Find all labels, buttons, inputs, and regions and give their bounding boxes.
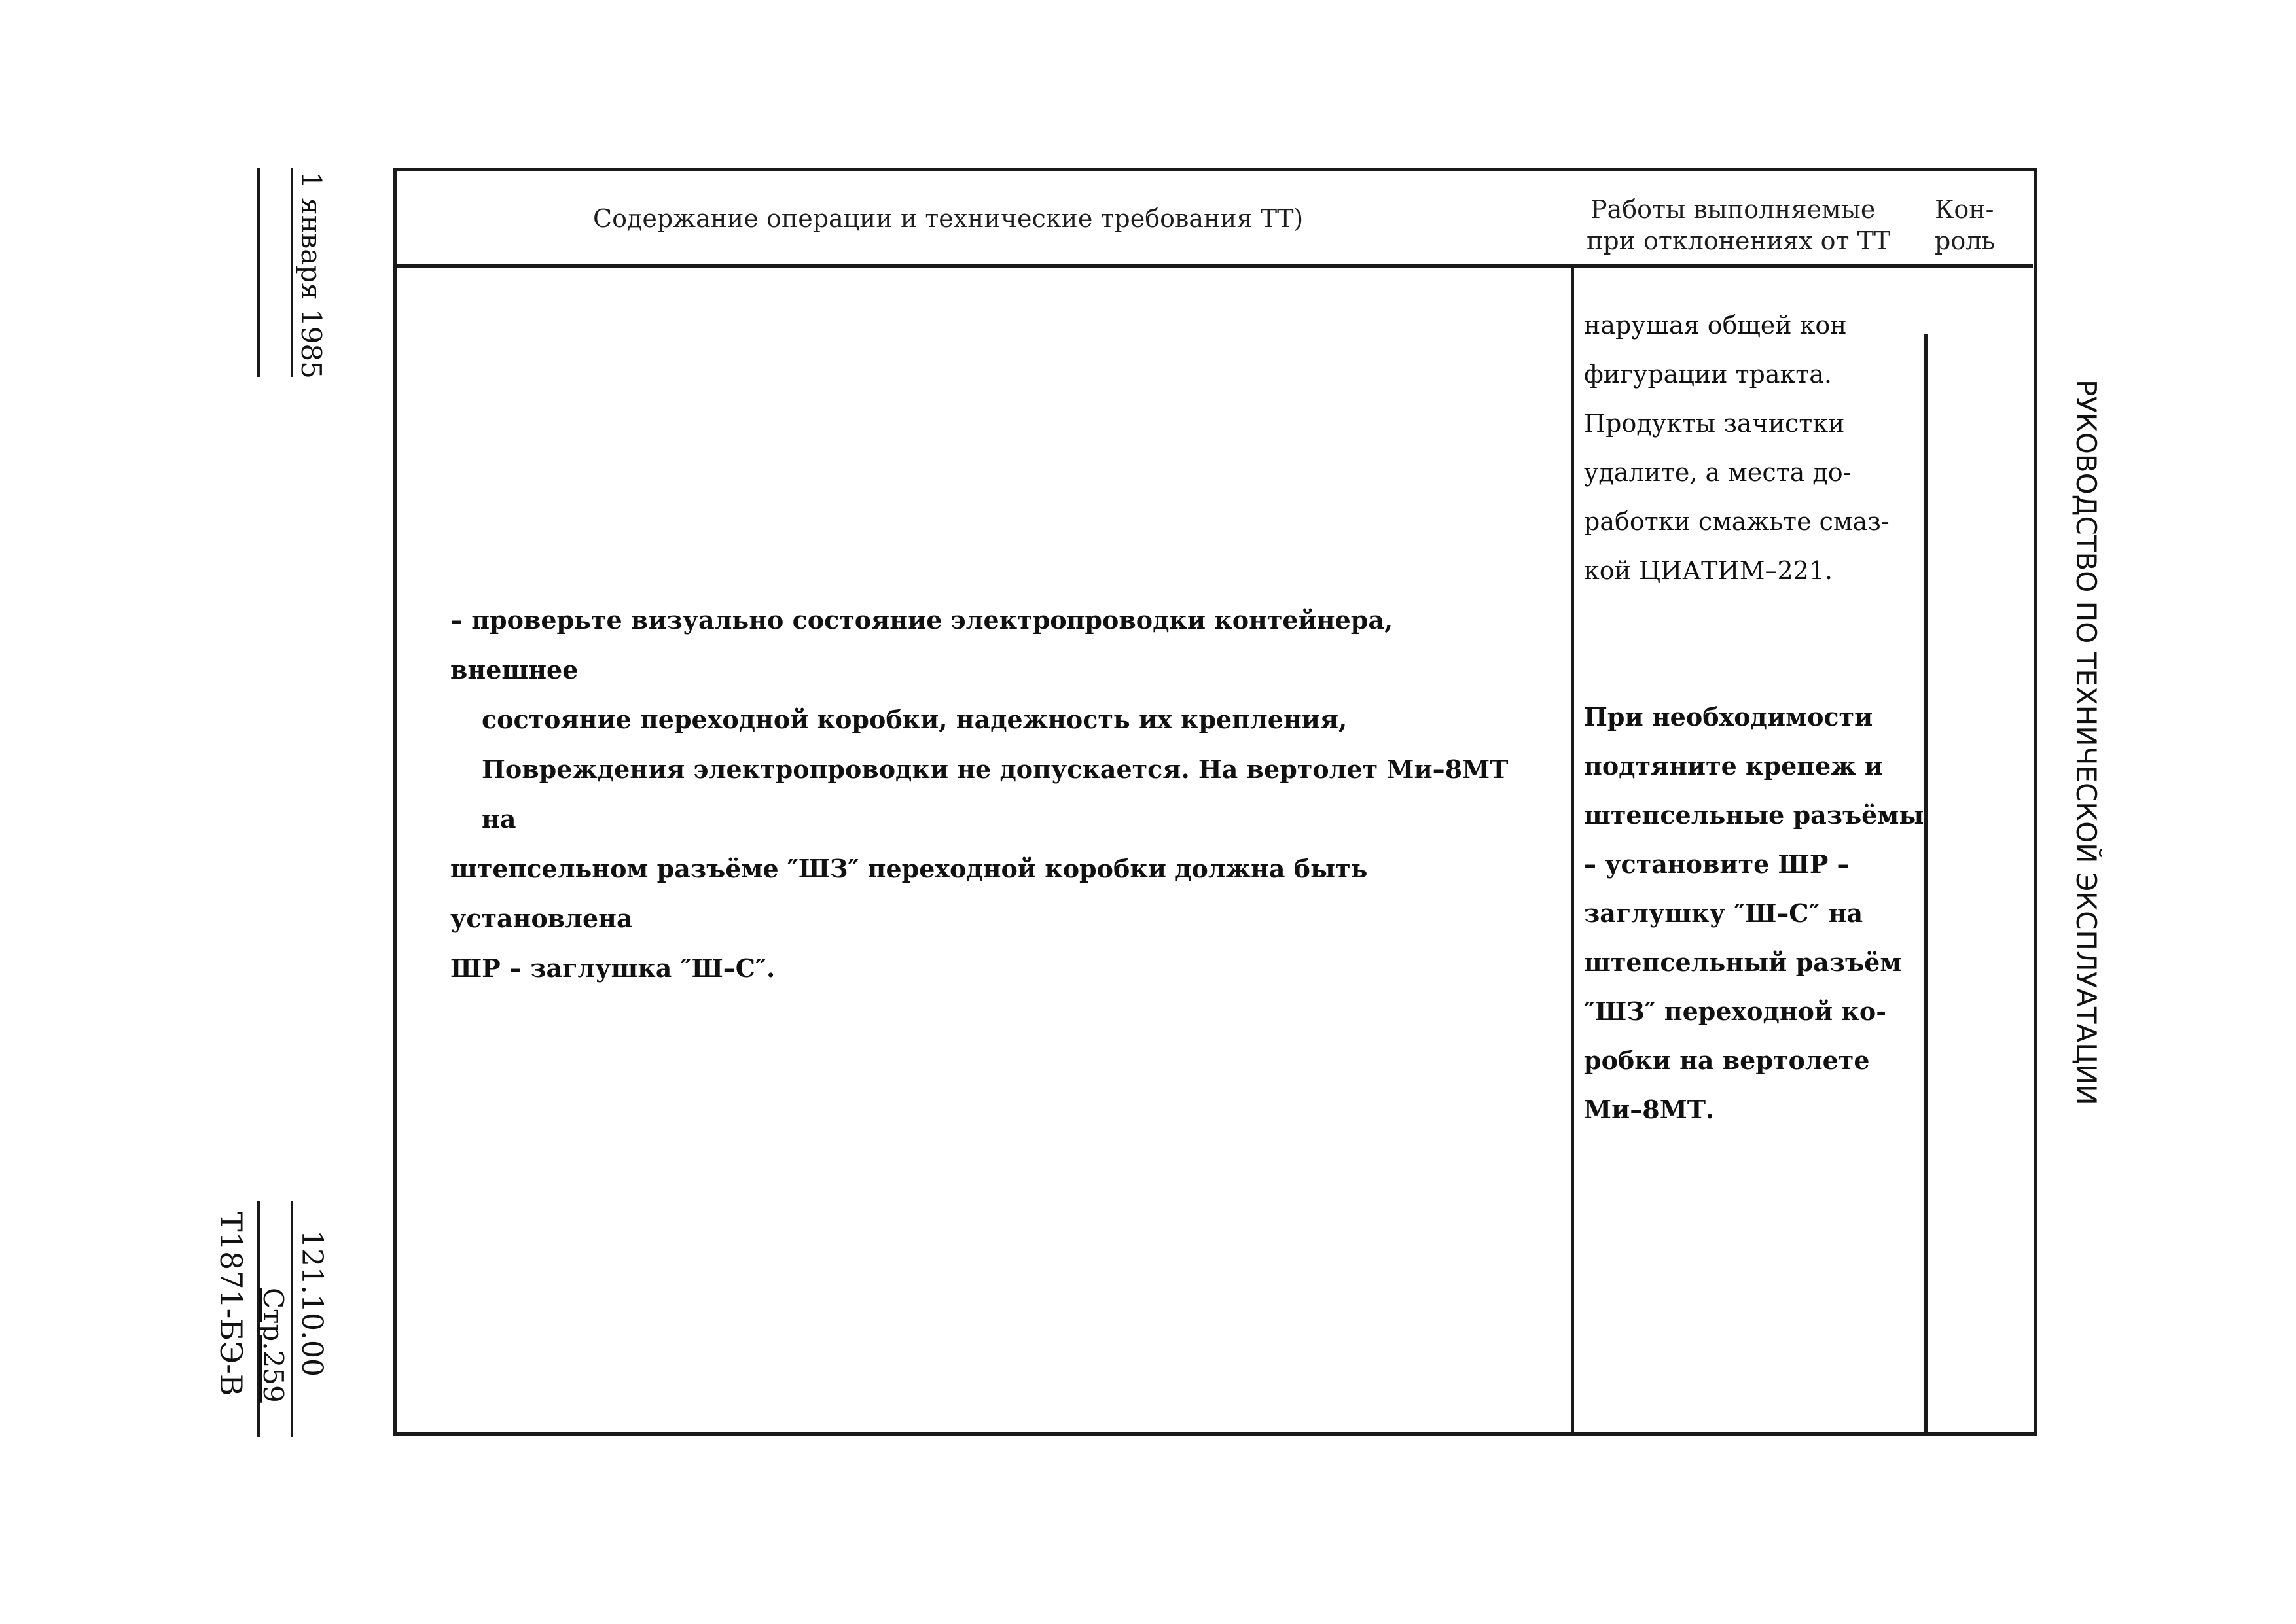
header-control-column-line1: Кон- [1935, 195, 1994, 224]
deviations-block-1 [1584, 301, 1924, 595]
page-number: Стр.259 [257, 1288, 289, 1403]
deviations-line: штепсельный разъём [1584, 947, 1902, 977]
deviations-line: заглушку ″Ш–С″ на [1584, 898, 1863, 928]
doc-code: 121.10.00 [295, 1230, 329, 1377]
header-deviations-column-line2: при отклонениях от ТТ [1587, 226, 1891, 255]
date-rule-right [291, 168, 293, 377]
deviations-line: подтяните крепеж и [1584, 751, 1884, 781]
deviations-line: – установите ШР – [1584, 849, 1850, 879]
header-content-column: Содержание операции и технические требования ТТ) [593, 204, 1304, 233]
body-line: состояние переходной коробки, надежность их крепления, [482, 705, 1348, 734]
header-control-column-line2: роль [1935, 226, 1996, 255]
code-rule-2 [291, 1201, 293, 1437]
date-rule-left [257, 168, 260, 377]
deviations-line: штепсельные разъёмы [1584, 800, 1924, 830]
body-line: штепсельном разъёме ″ШЗ″ переходной коробки должна быть установлена [450, 854, 1368, 933]
deviations-block-2 [1584, 692, 1924, 1134]
deviations-line: ″ШЗ″ переходной ко- [1584, 997, 1886, 1026]
body-line: ШР – заглушка ″Ш–С″. [450, 953, 776, 983]
deviations-line: При необходимости [1584, 702, 1873, 732]
manual-title: РУКОВОДСТВО ПО ТЕХНИЧЕСКОЙ ЭКСПЛУАТАЦИИ [2070, 380, 2102, 1105]
deviations-line: Продукты зачистки [1584, 409, 1845, 438]
header-deviations-column-line1: Работы выполняемые [1590, 195, 1876, 224]
deviations-line: работки смажьте смаз- [1584, 507, 1890, 536]
body-line: – проверьте визуально состояние электропроводки контейнера, внешнее [450, 605, 1393, 684]
deviations-line: нарушая общей кон [1584, 311, 1847, 340]
operation-content [450, 595, 1511, 993]
deviations-line: кой ЦИАТИМ–221. [1584, 556, 1833, 585]
header-divider [397, 264, 2033, 268]
column-divider-deviations [1571, 264, 1574, 1434]
deviations-line: робки на вертолете [1584, 1046, 1870, 1075]
deviations-line: Ми–8МТ. [1584, 1095, 1715, 1124]
deviations-line: фигурации тракта. [1584, 360, 1832, 389]
body-line: Повреждения электропроводки не допускается. На вертолет Ми–8МТ на [482, 754, 1509, 834]
column-divider-control [1924, 334, 1928, 1434]
deviations-line: удалите, а места до- [1584, 458, 1852, 487]
issue-date: 1 января 1985 [295, 171, 327, 379]
manual-code: Т1871-БЭ-В [213, 1212, 249, 1396]
